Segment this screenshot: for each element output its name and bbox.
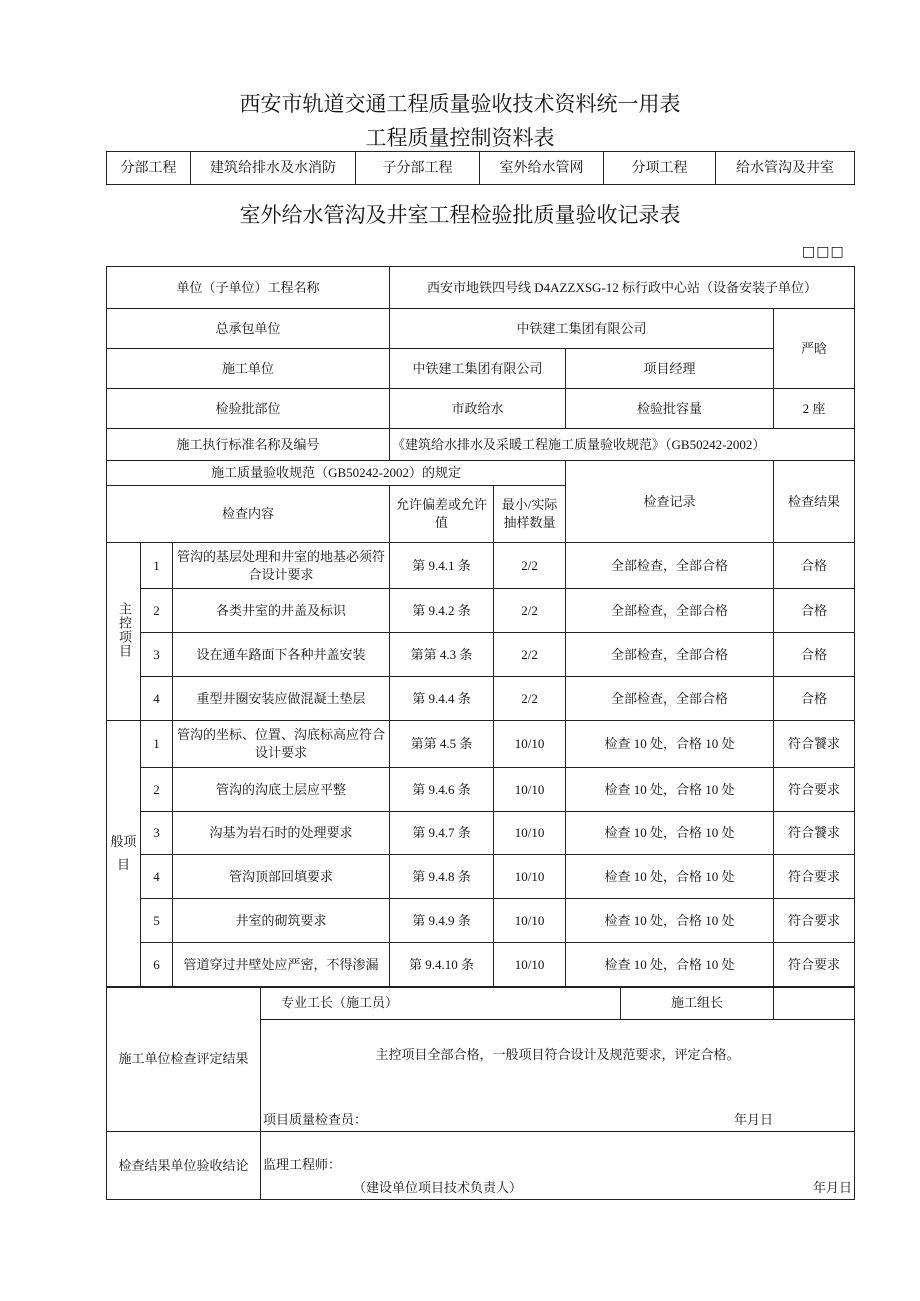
sampling: 2/2 bbox=[494, 589, 566, 633]
record-header: 检查记录 bbox=[566, 461, 774, 543]
construction-conclusion: 主控项目全部合格，一般项目符合设计及规范要求，评定合格。 bbox=[375, 1047, 740, 1062]
row-number: 3 bbox=[141, 812, 173, 855]
project-name-value: 西安市地铁四号线 D4AZZXSG-12 标行政中心站（设备安装子单位） bbox=[390, 267, 855, 309]
check-content: 井室的砌筑要求 bbox=[173, 899, 390, 943]
acceptance-label: 检查结果单位验收结论 bbox=[107, 1132, 261, 1200]
batch-capacity-value: 2 座 bbox=[774, 389, 855, 429]
check-result: 符合饕求 bbox=[774, 812, 855, 855]
check-record: 检查 10 处，合格 10 处 bbox=[566, 943, 774, 988]
check-record: 检查 10 处，合格 10 处 bbox=[566, 855, 774, 899]
check-record: 检查 10 处，合格 10 处 bbox=[566, 768, 774, 812]
acceptance-date[interactable]: 年月日 bbox=[812, 1180, 852, 1195]
clause: 第第 4.5 条 bbox=[390, 721, 494, 768]
inspection-part-label: 检验批部位 bbox=[107, 389, 390, 429]
construction-unit-label: 施工单位 bbox=[107, 349, 390, 389]
team-leader-label: 施工组长 bbox=[621, 987, 774, 1020]
row-number: 4 bbox=[141, 855, 173, 899]
sampling: 10/10 bbox=[494, 721, 566, 768]
clause: 第 9.4.7 条 bbox=[390, 812, 494, 855]
check-result: 合格 bbox=[774, 677, 855, 721]
row-number: 3 bbox=[141, 633, 173, 677]
main-control-group-label bbox=[107, 543, 141, 721]
clause: 第第 4.3 条 bbox=[390, 633, 494, 677]
row-number: 2 bbox=[141, 768, 173, 812]
check-result: 符合饕求 bbox=[774, 721, 855, 768]
project-manager-value: 严晗 bbox=[774, 309, 855, 389]
clause: 第 9.4.10 条 bbox=[390, 943, 494, 988]
check-record: 检查 10 处，合格 10 处 bbox=[566, 812, 774, 855]
form-title: 室外给水管沟及井室工程检验批质量验收记录表 bbox=[239, 203, 681, 227]
check-result: 符合要求 bbox=[774, 768, 855, 812]
construction-eval-label: 施工单位检查评定结果 bbox=[107, 987, 261, 1132]
evaluation-table bbox=[106, 986, 855, 1200]
clause: 第 9.4.9 条 bbox=[390, 899, 494, 943]
construction-date[interactable]: 年月日 bbox=[734, 1112, 774, 1127]
check-record: 检查 10 处，合格 10 处 bbox=[566, 721, 774, 768]
check-record: 全部检查，全部合格 bbox=[566, 543, 774, 589]
standard-value: 《建筑给水排水及采暖工程施工质量验收规范》（GB50242-2002） bbox=[390, 429, 855, 461]
division-table bbox=[106, 151, 855, 185]
result-header: 检查结果 bbox=[774, 461, 855, 543]
check-content: 重型井圈安装应做混凝土垫层 bbox=[173, 677, 390, 721]
sampling: 2/2 bbox=[494, 633, 566, 677]
table-row bbox=[107, 855, 855, 899]
batch-capacity-label: 检验批容量 bbox=[566, 389, 774, 429]
check-result: 合格 bbox=[774, 589, 855, 633]
construction-eval-body bbox=[261, 1020, 855, 1132]
general-contractor-label: 总承包单位 bbox=[107, 309, 390, 349]
subdivision-label: 子分部工程 bbox=[356, 152, 480, 185]
document-title: 西安市轨道交通工程质量验收技术资料统一用表 bbox=[239, 92, 681, 116]
table-row bbox=[107, 633, 855, 677]
sampling: 2/2 bbox=[494, 543, 566, 589]
table-row bbox=[107, 721, 855, 768]
check-content: 管沟的坐标、位置、沟底标高应符合设计要求 bbox=[173, 721, 390, 768]
sampling: 10/10 bbox=[494, 812, 566, 855]
content-header: 检查内容 bbox=[107, 486, 390, 543]
general-group-text-2: 目 bbox=[116, 858, 130, 873]
row-number: 5 bbox=[141, 899, 173, 943]
inspection-part-value: 市政给水 bbox=[390, 389, 566, 429]
project-manager-label: 项目经理 bbox=[566, 349, 774, 389]
owner-tech-lead-label: （建设单位项目技术负责人） bbox=[353, 1180, 523, 1195]
row-number: 2 bbox=[141, 589, 173, 633]
clause: 第 9.4.6 条 bbox=[390, 768, 494, 812]
check-result: 符合要求 bbox=[774, 943, 855, 988]
division-label: 分部工程 bbox=[107, 152, 191, 185]
check-content: 沟基为岩石时的处理要求 bbox=[173, 812, 390, 855]
team-leader-signature[interactable] bbox=[774, 987, 855, 1020]
general-group-label bbox=[107, 721, 141, 988]
construction-unit-value: 中铁建工集团有限公司 bbox=[390, 349, 566, 389]
sampling: 2/2 bbox=[494, 677, 566, 721]
row-number: 4 bbox=[141, 677, 173, 721]
table-row bbox=[107, 589, 855, 633]
supervisor-label[interactable]: 监理工程师： bbox=[263, 1157, 342, 1172]
table-row bbox=[107, 899, 855, 943]
check-record: 全部检查，全部合格 bbox=[566, 633, 774, 677]
check-content: 管道穿过井壁处应严密，不得渗漏 bbox=[173, 943, 390, 988]
inspection-record-table bbox=[106, 266, 855, 988]
table-row bbox=[107, 768, 855, 812]
division-value: 建筑给排水及水消防 bbox=[191, 152, 356, 185]
check-content: 管沟顶部回填要求 bbox=[173, 855, 390, 899]
check-content: 各类井室的井盖及标识 bbox=[173, 589, 390, 633]
sampling: 10/10 bbox=[494, 855, 566, 899]
sampling: 10/10 bbox=[494, 899, 566, 943]
check-content: 设在通车路面下各种井盖安装 bbox=[173, 633, 390, 677]
check-record: 检查 10 处，合格 10 处 bbox=[566, 899, 774, 943]
check-result: 合格 bbox=[774, 633, 855, 677]
table-row bbox=[107, 543, 855, 589]
row-number: 1 bbox=[141, 721, 173, 768]
clause: 第 9.4.4 条 bbox=[390, 677, 494, 721]
table-row bbox=[107, 943, 855, 988]
item-label: 分项工程 bbox=[604, 152, 716, 185]
acceptance-body bbox=[261, 1132, 855, 1200]
row-number: 6 bbox=[141, 943, 173, 988]
check-record: 全部检查，全部合格 bbox=[566, 677, 774, 721]
project-name-label: 单位（子单位）工程名称 bbox=[107, 267, 390, 309]
subdivision-value: 室外给水管网 bbox=[480, 152, 604, 185]
document-subtitle: 工程质量控制资料表 bbox=[365, 126, 555, 150]
item-value: 给水管沟及井室 bbox=[716, 152, 855, 185]
check-result: 合格 bbox=[774, 543, 855, 589]
check-record: 全部检查，全部合格 bbox=[566, 589, 774, 633]
table-row bbox=[107, 677, 855, 721]
document-number-boxes: □□□ bbox=[802, 244, 845, 260]
spec-title: 施工质量验收规范（GB50242-2002）的规定 bbox=[107, 461, 566, 486]
clause: 第 9.4.8 条 bbox=[390, 855, 494, 899]
check-content: 管沟的沟底土层应平整 bbox=[173, 768, 390, 812]
row-number: 1 bbox=[141, 543, 173, 589]
check-result: 符合要求 bbox=[774, 855, 855, 899]
sampling-header: 最小/实际抽样数量 bbox=[494, 486, 566, 543]
quality-inspector-label[interactable]: 项目质量检查员： bbox=[263, 1112, 368, 1127]
table-row bbox=[107, 812, 855, 855]
main-control-group-text: 主控项目 bbox=[116, 601, 131, 658]
tolerance-header: 允许偏差或允许值 bbox=[390, 486, 494, 543]
clause: 第 9.4.1 条 bbox=[390, 543, 494, 589]
general-group-text-1: 般项 bbox=[110, 835, 137, 850]
sampling: 10/10 bbox=[494, 943, 566, 988]
check-content: 管沟的基层处理和井室的地基必须符合设计要求 bbox=[173, 543, 390, 589]
check-result: 符合要求 bbox=[774, 899, 855, 943]
clause: 第 9.4.2 条 bbox=[390, 589, 494, 633]
foreman-label: 专业工长（施工员） bbox=[261, 987, 621, 1020]
standard-label: 施工执行标准名称及编号 bbox=[107, 429, 390, 461]
sampling: 10/10 bbox=[494, 768, 566, 812]
general-contractor-value: 中铁建工集团有限公司 bbox=[390, 309, 774, 349]
